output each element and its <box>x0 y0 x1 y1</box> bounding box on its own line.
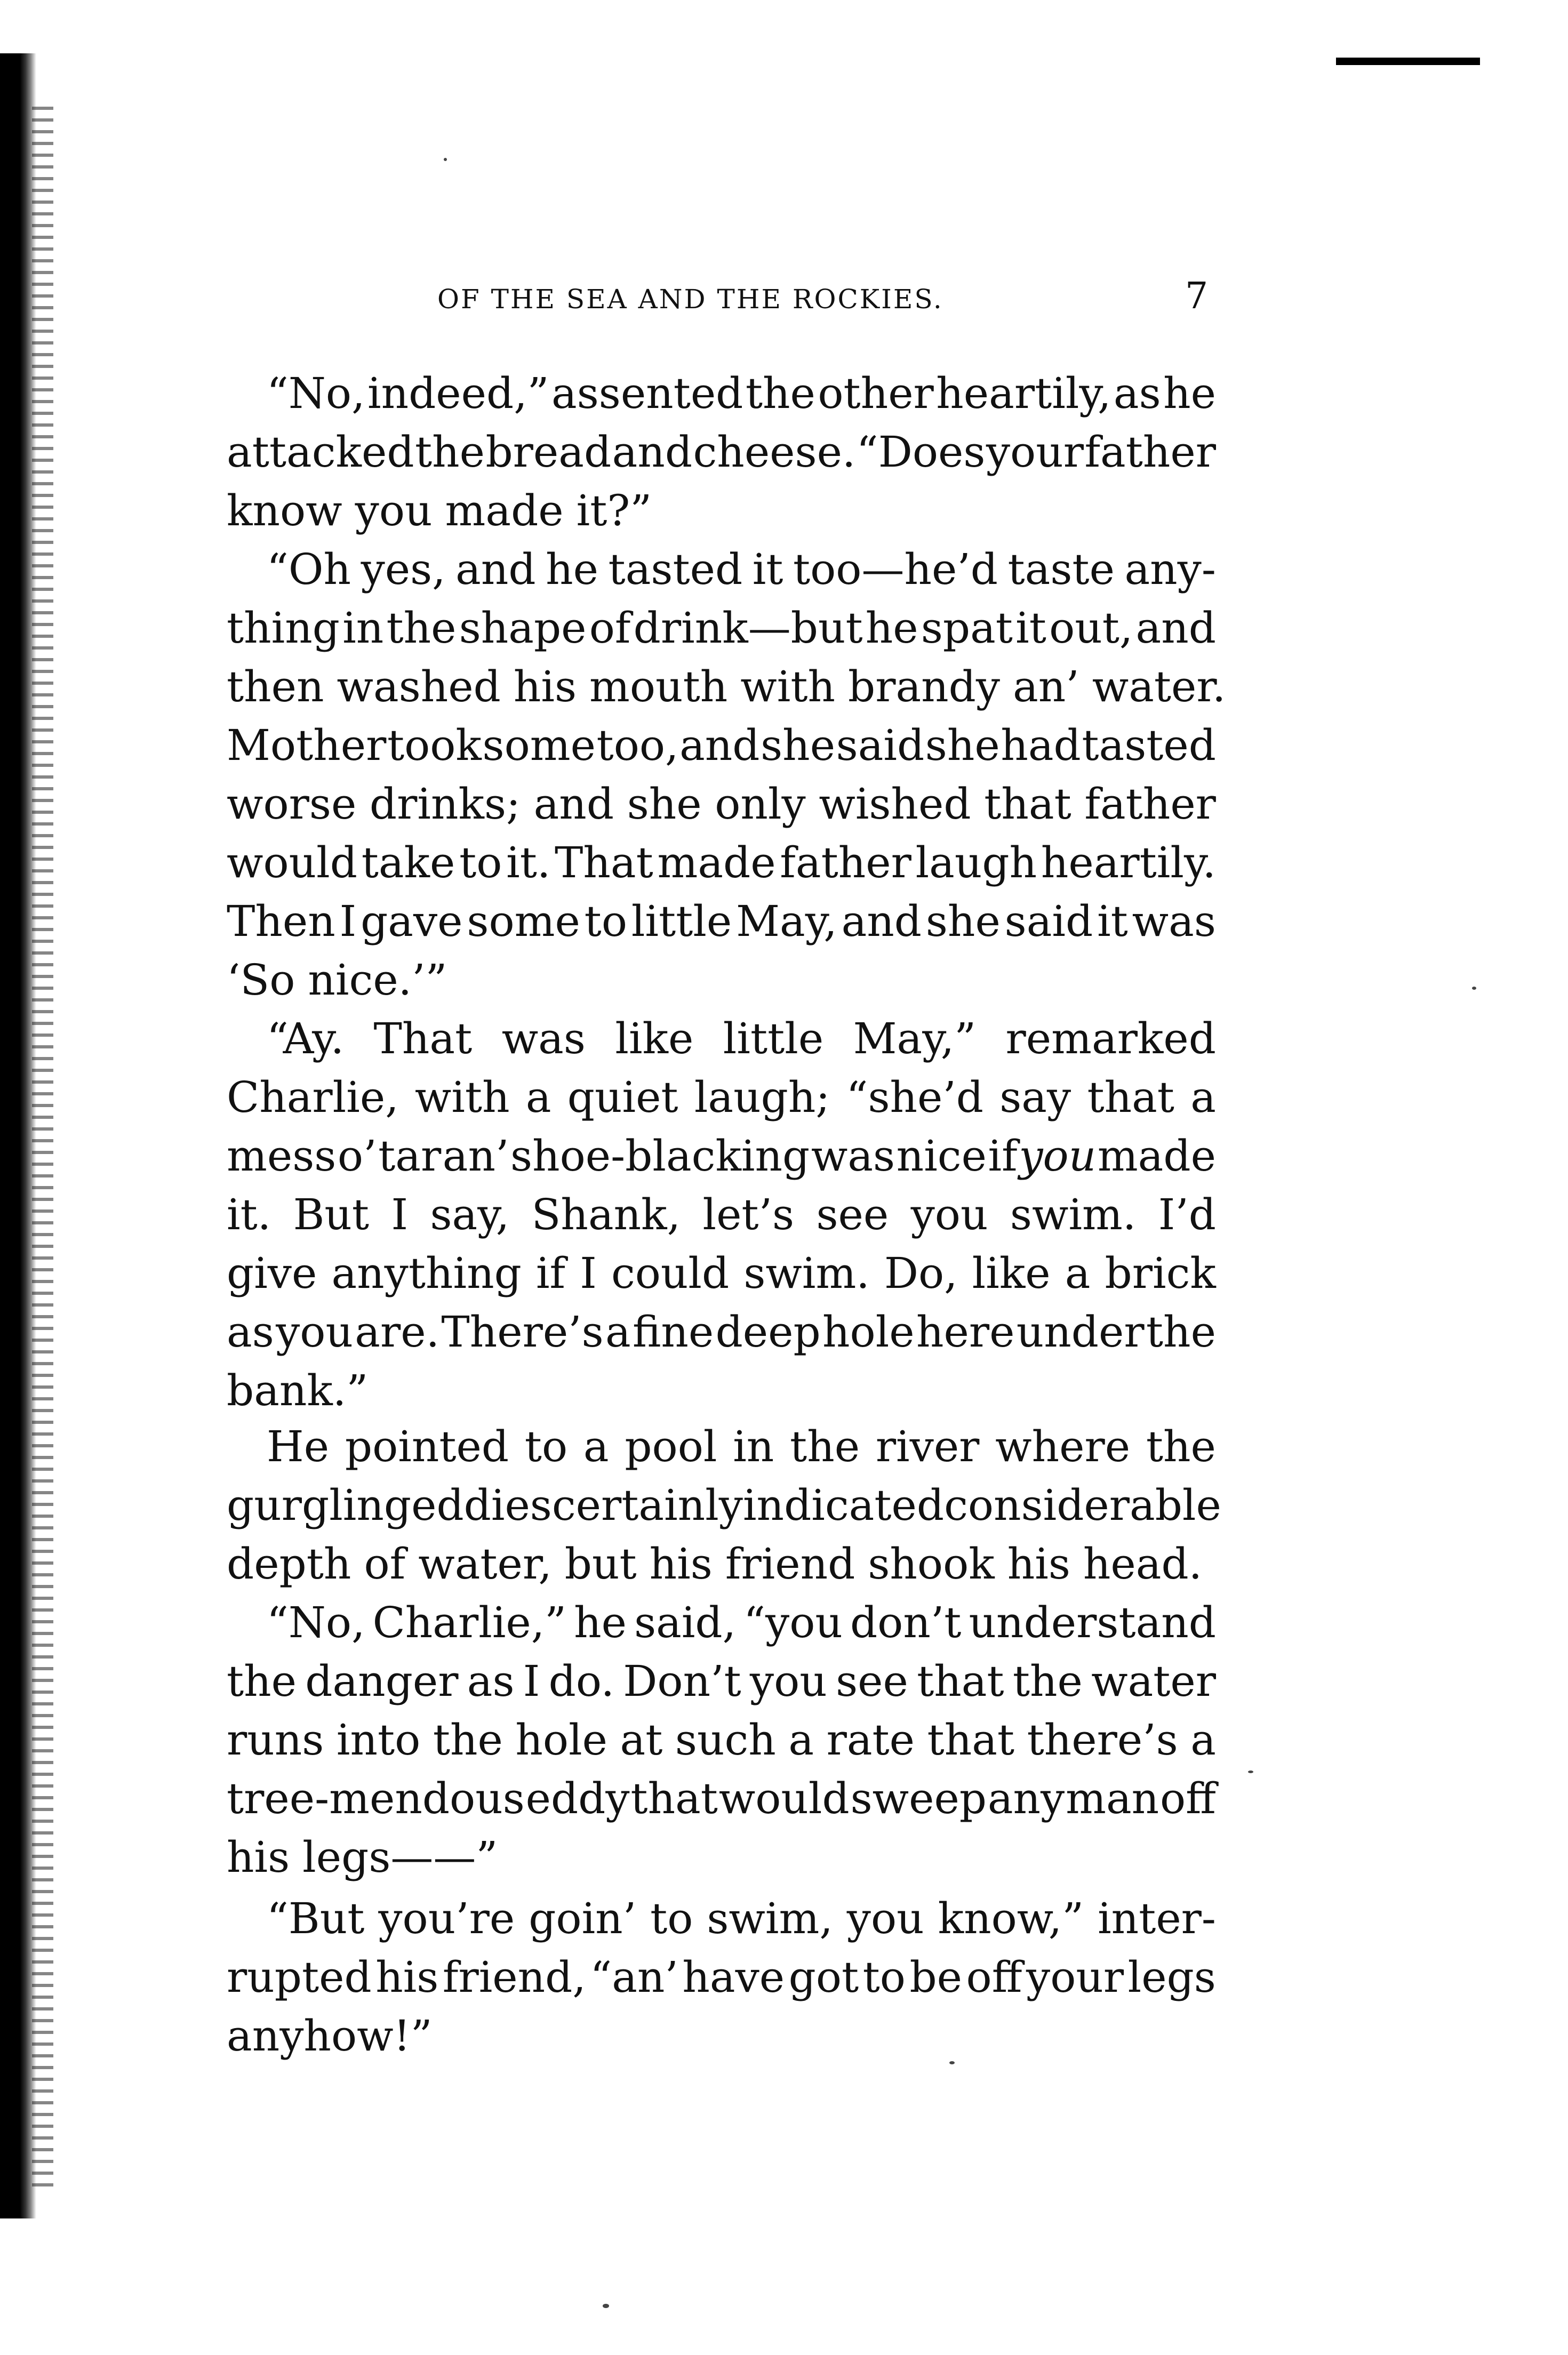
word: she <box>925 896 1001 946</box>
word: was <box>811 1131 895 1181</box>
word: tar <box>378 1131 442 1181</box>
word: He <box>267 1422 330 1471</box>
text-line <box>227 1715 1216 1766</box>
word: some <box>482 720 596 770</box>
text-line <box>227 661 1226 712</box>
word: I <box>391 1190 409 1239</box>
word: know,” <box>938 1894 1084 1943</box>
word: other <box>818 369 934 418</box>
word: such <box>675 1715 776 1765</box>
word: be <box>909 1952 963 2002</box>
word: do. <box>548 1656 615 1706</box>
word: under <box>1016 1307 1145 1357</box>
word: here <box>916 1307 1015 1357</box>
word: “Ay. <box>267 1014 345 1063</box>
word: the <box>745 369 815 418</box>
word: hole <box>822 1307 915 1357</box>
word: you <box>749 1656 827 1706</box>
word: like <box>972 1248 1051 1298</box>
text-line <box>227 720 1216 771</box>
word: any <box>987 1774 1065 1823</box>
word: his <box>513 662 577 711</box>
word: Don’t <box>623 1656 741 1706</box>
word: made <box>1097 1131 1216 1181</box>
word: it. <box>227 1190 271 1239</box>
text-line <box>227 1307 1216 1358</box>
word: That <box>555 838 653 887</box>
word: remarked <box>1005 1014 1216 1063</box>
word: as <box>1113 369 1161 418</box>
word: anything <box>331 1248 522 1298</box>
word: it?” <box>576 486 652 535</box>
word: if <box>535 1248 566 1298</box>
word: little <box>723 1014 824 1063</box>
word: at <box>620 1715 663 1765</box>
word: that <box>927 1715 1015 1765</box>
word: “an’ <box>590 1952 678 2002</box>
text-line <box>227 1189 1216 1240</box>
word: you <box>846 1894 924 1943</box>
word: gave <box>361 896 463 946</box>
word: laugh; <box>694 1072 830 1122</box>
word: said, <box>634 1598 737 1647</box>
word: it <box>1097 896 1128 946</box>
word: considerable <box>944 1480 1221 1530</box>
word: attacked <box>227 427 414 477</box>
word: she <box>925 720 1000 770</box>
word: into <box>336 1715 421 1765</box>
text-line <box>227 427 1216 478</box>
word: to <box>584 896 627 946</box>
word: don’t <box>850 1598 962 1647</box>
text-line <box>227 603 1216 654</box>
word: father <box>1084 427 1216 477</box>
text-line <box>227 1952 1216 2003</box>
text-line <box>267 1421 1216 1472</box>
word: see <box>816 1190 889 1239</box>
word: and <box>612 427 693 477</box>
word: shape <box>459 603 587 653</box>
word: water, <box>418 1539 552 1589</box>
word: but <box>564 1539 637 1589</box>
word: made <box>657 838 776 887</box>
word: it. <box>506 838 551 887</box>
word: the <box>414 427 485 477</box>
word: runs <box>227 1715 324 1765</box>
scan-speck <box>603 2304 609 2308</box>
word: that <box>917 1656 1004 1706</box>
word: the <box>227 1656 297 1706</box>
word: he <box>865 603 918 653</box>
word: head. <box>1083 1539 1203 1589</box>
word: Shank, <box>531 1190 681 1239</box>
word: I’d <box>1158 1190 1216 1239</box>
word: man <box>1066 1774 1159 1823</box>
word: “No, <box>267 369 365 418</box>
text-line <box>227 779 1216 830</box>
word: laugh <box>915 838 1037 887</box>
word: indicated <box>742 1480 945 1530</box>
word: in <box>733 1422 774 1471</box>
text-line <box>227 955 1216 1006</box>
word: your <box>1026 1952 1124 2002</box>
word: shoe-blacking <box>510 1131 810 1181</box>
word: his <box>227 1832 290 1882</box>
word: brandy <box>847 662 1001 711</box>
word: the <box>1012 1656 1083 1706</box>
word: would <box>718 1774 850 1823</box>
word: rate <box>826 1715 915 1765</box>
word: nice.’” <box>308 955 447 1005</box>
word: some <box>467 896 580 946</box>
word: was <box>501 1014 586 1063</box>
word: Do, <box>884 1248 958 1298</box>
text-line <box>267 368 1216 419</box>
word: tasted <box>608 544 743 594</box>
word: know <box>227 486 342 535</box>
word: his <box>375 1952 439 2002</box>
word: indeed,” <box>367 369 549 418</box>
word: and <box>1135 603 1216 653</box>
word: There’s <box>441 1307 604 1357</box>
word: you <box>355 486 433 535</box>
word: But <box>293 1190 370 1239</box>
word: like <box>615 1014 694 1063</box>
word: of <box>589 603 631 653</box>
word: took <box>387 720 482 770</box>
word: river <box>875 1422 980 1471</box>
word: Mother <box>227 720 387 770</box>
word: his <box>649 1539 713 1589</box>
text-line <box>227 2010 1216 2062</box>
word: yes, <box>361 544 446 594</box>
word: could <box>611 1248 730 1298</box>
word: water. <box>1092 662 1226 711</box>
word: washed <box>337 662 501 711</box>
word: goin’ <box>529 1894 637 1943</box>
word: pool <box>625 1422 717 1471</box>
word: off <box>966 1952 1022 2002</box>
word: and <box>679 720 760 770</box>
word: brick <box>1105 1248 1216 1298</box>
word: inter- <box>1098 1894 1216 1943</box>
word: thing <box>227 603 340 653</box>
word: heartily, <box>936 369 1111 418</box>
word: eddies <box>411 1480 552 1530</box>
word: with <box>414 1072 510 1122</box>
word: a <box>1190 1072 1216 1122</box>
word: fine <box>633 1307 714 1357</box>
text-line <box>267 1597 1216 1648</box>
word: that <box>630 1774 718 1823</box>
word: have <box>682 1952 785 2002</box>
word: that <box>984 779 1071 829</box>
word: she <box>627 779 702 829</box>
word: it <box>752 544 783 594</box>
word: you <box>1019 1131 1097 1181</box>
word: friend <box>725 1539 855 1589</box>
word: your <box>986 427 1084 477</box>
word: too, <box>596 720 679 770</box>
word: gurgling <box>227 1480 412 1530</box>
word: a <box>583 1422 609 1471</box>
word: said <box>836 720 925 770</box>
word: said <box>1004 896 1093 946</box>
text-line <box>227 1480 1221 1531</box>
word: depth <box>227 1539 351 1589</box>
text-line <box>227 1656 1216 1707</box>
text-line <box>227 896 1216 947</box>
word: legs——” <box>302 1832 498 1882</box>
word: nice <box>896 1131 987 1181</box>
word: out, <box>1049 603 1133 653</box>
word: an’ <box>442 1131 509 1181</box>
word: a <box>1190 1715 1216 1765</box>
word: ‘So <box>227 955 295 1005</box>
text-line <box>227 1539 1216 1590</box>
word: understand <box>969 1598 1216 1647</box>
word: he <box>1163 369 1216 418</box>
word: little <box>631 896 732 946</box>
word: with <box>740 662 835 711</box>
word: worse <box>227 779 357 829</box>
word: too—he’d <box>793 544 998 594</box>
word: deep <box>715 1307 821 1357</box>
word: drinks; <box>369 779 521 829</box>
word: rupted <box>227 1952 372 2002</box>
word: would <box>227 838 357 887</box>
word: Charlie, <box>227 1072 399 1122</box>
word: an’ <box>1013 662 1079 711</box>
word: shook <box>868 1539 995 1589</box>
corner-rule <box>1336 58 1480 65</box>
word: the <box>386 603 457 653</box>
word: legs <box>1127 1952 1216 2002</box>
scan-speck <box>1248 1771 1253 1773</box>
word: mess <box>227 1131 337 1181</box>
word: bread <box>485 427 612 477</box>
word: the <box>433 1715 503 1765</box>
text-line <box>227 1248 1216 1299</box>
word: water <box>1091 1656 1216 1706</box>
word: a <box>1065 1248 1091 1298</box>
word: That <box>373 1014 473 1063</box>
word: let’s <box>702 1190 795 1239</box>
word: there’s <box>1027 1715 1178 1765</box>
word: quiet <box>567 1072 678 1122</box>
word: father <box>1084 779 1216 829</box>
word: May,” <box>853 1014 977 1063</box>
word: I <box>339 896 357 946</box>
word: cheese. <box>693 427 856 477</box>
word: as <box>227 1307 274 1357</box>
word: of <box>364 1539 406 1589</box>
word: he <box>574 1598 627 1647</box>
word: wished <box>819 779 971 829</box>
word: o’ <box>337 1131 377 1181</box>
word: was <box>1132 896 1216 946</box>
word: only <box>715 779 806 829</box>
word: then <box>227 662 324 711</box>
text-line <box>267 544 1216 595</box>
word: Then <box>227 896 335 946</box>
word: the <box>1146 1422 1216 1471</box>
page-number: 7 <box>1185 275 1209 317</box>
word: drink—but <box>633 603 863 653</box>
word: give <box>227 1248 317 1298</box>
word: as <box>467 1656 515 1706</box>
word: to <box>650 1894 693 1943</box>
word: certainly <box>551 1480 743 1530</box>
word: if <box>988 1131 1018 1181</box>
word: mouth <box>589 662 728 711</box>
word: bank.” <box>227 1366 369 1415</box>
word: had <box>1001 720 1081 770</box>
word: eddy <box>525 1774 630 1823</box>
word: you <box>910 1190 988 1239</box>
word: his <box>1007 1539 1070 1589</box>
word: sweep <box>850 1774 987 1823</box>
word: friend, <box>442 1952 586 2002</box>
word: danger <box>305 1656 459 1706</box>
word: swim, <box>707 1894 833 1943</box>
word: “Does <box>856 427 986 477</box>
word: in <box>342 603 384 653</box>
running-title: OF THE SEA AND THE ROCKIES. <box>437 284 943 315</box>
text-line <box>227 1773 1216 1824</box>
word: tasted <box>1082 720 1216 770</box>
word: “you <box>743 1598 843 1647</box>
word: “No, <box>267 1598 365 1647</box>
word: the <box>1146 1307 1216 1357</box>
word: assented <box>551 369 743 418</box>
text-line <box>227 1131 1216 1182</box>
scan-binding-noise <box>32 107 53 2186</box>
word: “Oh <box>267 544 351 594</box>
scan-binding-edge <box>0 53 36 2218</box>
word: where <box>995 1422 1131 1471</box>
word: “she’d <box>846 1072 984 1122</box>
word: father <box>780 838 911 887</box>
word: spat <box>921 603 1013 653</box>
word: swim. <box>1010 1190 1137 1239</box>
word: say, <box>430 1190 510 1239</box>
word: May, <box>736 896 837 946</box>
word: made <box>445 486 564 535</box>
word: he <box>546 544 598 594</box>
scan-speck <box>444 158 447 161</box>
word: say <box>999 1072 1071 1122</box>
word: off <box>1159 1774 1216 1823</box>
text-line <box>227 837 1216 888</box>
text-line <box>227 1365 1216 1416</box>
word: see <box>836 1656 908 1706</box>
word: “But <box>267 1894 365 1943</box>
word: a <box>525 1072 551 1122</box>
word: that <box>1087 1072 1174 1122</box>
word: to <box>524 1422 568 1471</box>
word: heartily. <box>1041 838 1216 887</box>
word: take <box>361 838 455 887</box>
scan-speck <box>949 2061 955 2064</box>
word: are. <box>355 1307 440 1357</box>
text-line <box>227 485 1216 536</box>
word: pointed <box>345 1422 509 1471</box>
word: Charlie,” <box>372 1598 567 1647</box>
word: a <box>788 1715 814 1765</box>
text-line <box>227 1832 1216 1883</box>
word: taste <box>1007 544 1115 594</box>
word: swim. <box>743 1248 870 1298</box>
word: tree-mendous <box>227 1774 525 1823</box>
word: and <box>455 544 536 594</box>
word: and <box>533 779 614 829</box>
word: a <box>605 1307 631 1357</box>
word: to <box>862 1952 906 2002</box>
word: I <box>523 1656 540 1706</box>
word: you <box>276 1307 353 1357</box>
scan-speck <box>1472 987 1476 990</box>
word: anyhow!” <box>227 2011 433 2061</box>
text-line <box>227 1072 1216 1123</box>
text-line <box>267 1013 1216 1064</box>
word: hole <box>515 1715 607 1765</box>
word: it <box>1015 603 1046 653</box>
word: got <box>788 1952 859 2002</box>
word: I <box>580 1248 597 1298</box>
word: and <box>841 896 922 946</box>
text-line <box>267 1893 1216 1944</box>
word: to <box>459 838 502 887</box>
word: any- <box>1124 544 1216 594</box>
word: she <box>761 720 836 770</box>
word: the <box>790 1422 860 1471</box>
word: you’re <box>378 1894 515 1943</box>
